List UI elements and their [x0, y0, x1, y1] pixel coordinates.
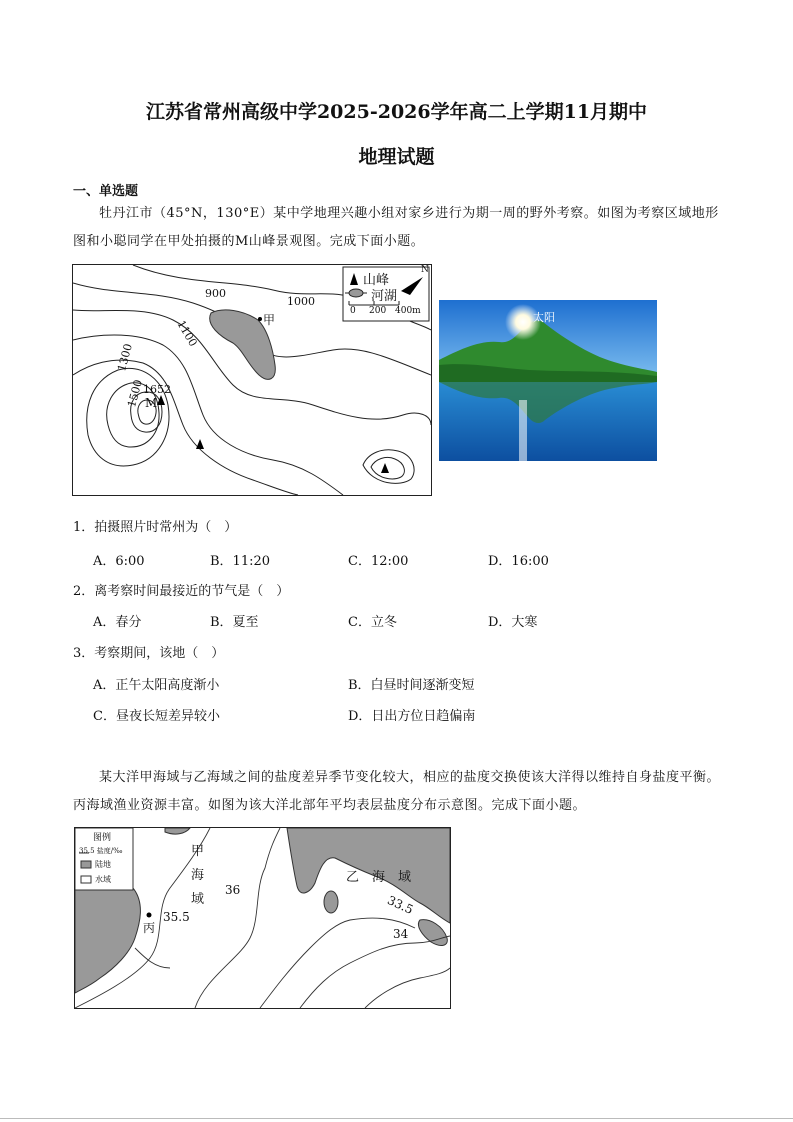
- page-bottom-divider: [0, 1118, 793, 1119]
- q3-option-a: A．正午太阳高度渐小: [93, 678, 220, 693]
- legend-water: 水域: [95, 875, 111, 884]
- contour-label-1100: 1100: [174, 318, 200, 349]
- legend-title: 图例: [93, 833, 112, 843]
- sun-label: 太阳: [533, 311, 555, 324]
- question-2-stem: 2．离考察时间最接近的节气是（ ）: [73, 584, 290, 599]
- legend-isohaline: 35.5 盐度/‰: [79, 847, 123, 855]
- contour-label-900: 900: [205, 287, 226, 300]
- salinity-34: 34: [393, 927, 409, 941]
- salinity-svg: [75, 828, 450, 1008]
- salinity-35-5: 35.5: [163, 910, 190, 924]
- q3-option-c: C．昼夜长短差异较小: [93, 709, 220, 724]
- q1-option-d: D．16:00: [488, 554, 549, 569]
- scale-200: 200: [369, 306, 387, 316]
- page-title: 江苏省常州高级中学2025-2026学年高二上学期11月期中: [145, 101, 648, 123]
- point-jia-label: 甲: [263, 313, 276, 327]
- legend-land: 陆地: [95, 860, 111, 869]
- q2-option-b: B．夏至: [210, 615, 259, 630]
- salinity-33-5: 33.5: [385, 893, 416, 917]
- point-bing-label: 丙: [143, 921, 156, 935]
- q3-option-d: D．日出方位日趋偏南: [348, 709, 476, 724]
- q2-option-a: A．春分: [93, 615, 142, 630]
- legend-lake-label: 河湖: [371, 289, 398, 304]
- salinity-36: 36: [225, 883, 241, 897]
- scale-400m: 400m: [395, 306, 421, 316]
- contour-label-1300: 1300: [115, 342, 135, 373]
- q1-option-c: C．12:00: [348, 554, 409, 569]
- q2-option-c: C．立冬: [348, 615, 397, 630]
- passage-1: 牡丹江市（45°N，130°E）某中学地理兴趣小组对家乡进行为期一周的野外考察。如图为考察区域地形图和小聪同学在甲处拍摄的M山峰景观图。完成下面小题。: [73, 206, 719, 249]
- q1-option-a: A．6:00: [93, 554, 145, 569]
- sea-jia-1: 甲: [191, 844, 205, 859]
- sea-jia-2: 海: [191, 868, 205, 883]
- north-label: N: [421, 265, 429, 275]
- topographic-map: [72, 264, 432, 496]
- legend-peak-label: 山峰: [363, 273, 390, 288]
- peak-m-label: M: [145, 396, 158, 410]
- mountain-photo: [439, 300, 657, 461]
- scale-0: 0: [350, 306, 356, 316]
- question-3-stem: 3．考察期间，该地（ ）: [73, 646, 225, 661]
- q3-option-b: B．白昼时间逐渐变短: [348, 678, 475, 693]
- page-subtitle: 地理试题: [358, 146, 435, 168]
- q1-option-b: B．11:20: [210, 554, 271, 569]
- contour-label-1000: 1000: [287, 295, 315, 308]
- section-label: 一、单选题: [73, 184, 139, 199]
- peak-elevation: 1652: [143, 383, 171, 396]
- question-1-stem: 1．拍摄照片时常州为（ ）: [73, 520, 238, 535]
- contour-label-1500: 1500: [125, 378, 145, 409]
- salinity-map: [74, 827, 451, 1009]
- q2-option-d: D．大寒: [488, 615, 538, 630]
- sea-jia-3: 域: [191, 892, 205, 907]
- sea-yi-label: 乙 海 域: [346, 870, 412, 885]
- passage-2: 某大洋甲海域与乙海域之间的盐度差异季节变化较大，相应的盐度交换使该大洋得以维持自身盐度平衡。丙海域渔业资源丰富。如图为该大洋北部年平均表层盐度分布示意图。完成下面小题。: [73, 770, 721, 813]
